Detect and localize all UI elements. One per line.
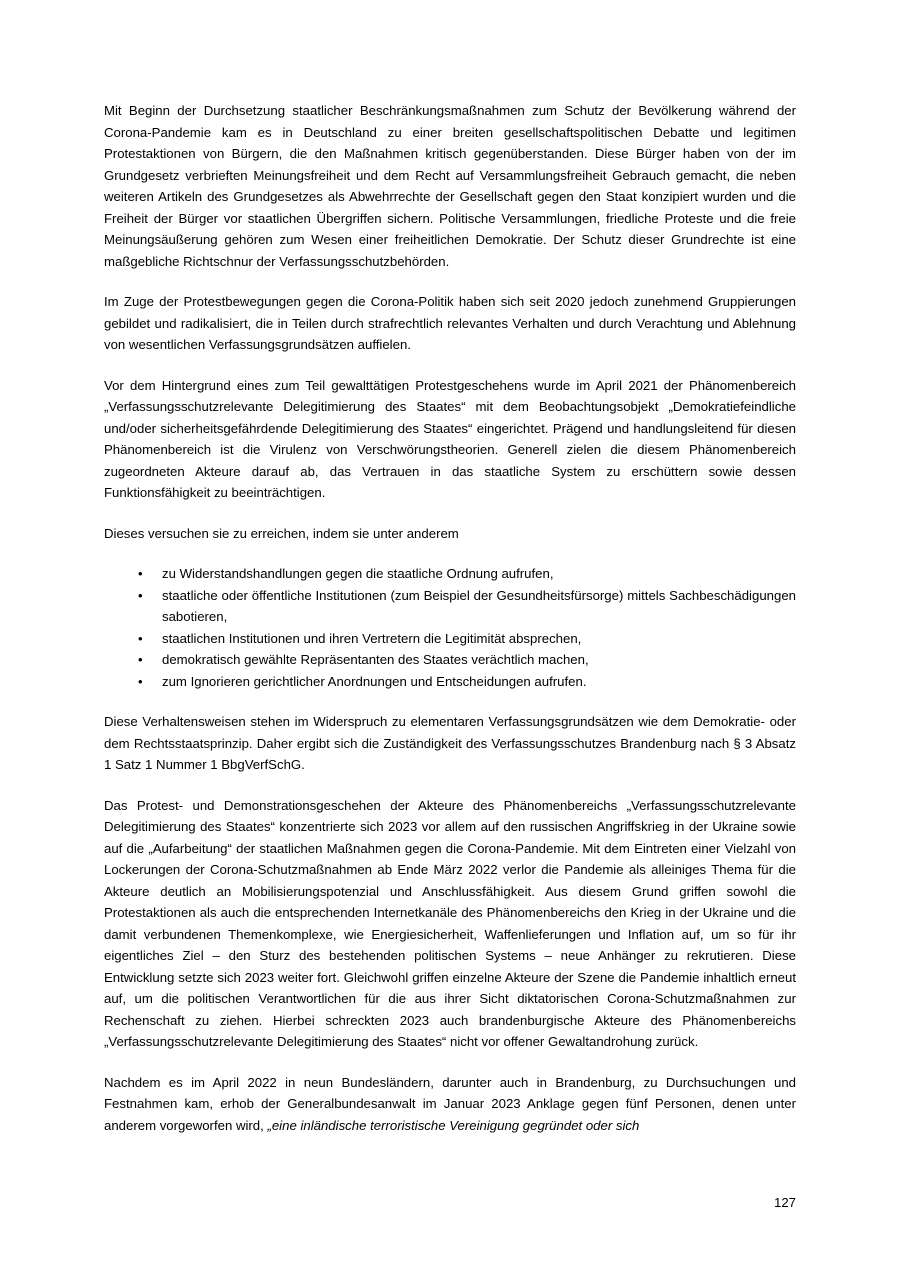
bullet-dot-icon: •: [138, 587, 143, 603]
list-item: [104, 671, 796, 693]
paragraph-1: Mit Beginn der Durchsetzung staatlicher Beschränkungsmaßnahmen zum Schutz der Bevölkerung während der Corona-Pandemie kam es in Deutschland zu einer breiten gesellschaftspolitischen Debatte und legitimen Protestaktionen von Bürgern, die den Maßnahmen kritisch gegenüberstanden. Diese Bürger haben von der im Grundgesetz verbrieften Meinungsfreiheit und dem Recht auf Versammlungsfreiheit Gebrauch gemacht, die neben weiteren Artikeln des Grundgesetzes als Abwehrrechte der Gesellschaft gegen den Staat konzipiert wurden und die Freiheit der Bürger vor staatlichen Übergriffen sichern. Politische Versammlungen, friedliche Proteste und die freie Meinungsäußerung gehören zum Wesen einer freiheitlichen Demokratie. Der Schutz dieser Grundrechte ist eine maßgebliche Richtschnur der Verfassungsschutzbehörden.: [104, 103, 796, 269]
list-item: [104, 628, 796, 650]
list-item-text: staatlichen Institutionen und ihren Vertretern die Legitimität absprechen,: [162, 630, 582, 646]
paragraph-7-text: Nachdem es im April 2022 in neun Bundesländern, darunter auch in Brandenburg, zu Durchsuchungen und Festnahmen kam, erhob der Generalbundesanwalt im Januar 2023 Anklage gegen fünf Personen, denen unter anderem vorgeworfen wird,: [104, 1074, 796, 1133]
bullet-dot-icon: •: [138, 566, 143, 581]
list-item-text: zu Widerstandshandlungen gegen die staatliche Ordnung aufrufen,: [162, 566, 554, 581]
bullet-dot-icon: •: [138, 652, 143, 667]
paragraph-4-intro: Dieses versuchen sie zu erreichen, indem sie unter anderem: [104, 525, 459, 541]
page-number: 127: [773, 1195, 796, 1210]
paragraph-2: Im Zuge der Protestbewegungen gegen die Corona-Politik haben sich seit 2020 jedoch zunehmend Gruppierungen gebildet und radikalisiert, die in Teilen durch strafrechtlich relevantes Verhalten und durch Verachtung und Ablehnung von wesentlichen Verfassungsgrundsätzen auffielen.: [104, 294, 796, 352]
list-item: [104, 563, 796, 585]
paragraph-6: Das Protest- und Demonstrationsgeschehen der Akteure des Phänomenbereichs „Verfassungsschutzrelevante Delegitimierung des Staates“ konzentrierte sich 2023 vor allem auf den russischen Angriffskrieg in der Ukraine sowie auf die „Aufarbeitung“ der staatlichen Maßnahmen gegen die Corona-Pandemie. Mit dem Eintreten einer Vielzahl von Lockerungen der Corona-Schutzmaßnahmen ab Ende März 2022 verlor die Pandemie als alleiniges Thema für die Akteure deutlich an Mobilisierungspotenzial und Anschlussfähigkeit. Aus diesem Grund griffen sowohl die Protestaktionen als auch die entsprechenden Internetkanäle des Phänomenbereichs den Krieg in der Ukraine und die damit verbundenen Themenkomplexe, wie Energiesicherheit, Waffenlieferungen und Inflation auf, um so für ihr eigentliches Ziel – den Sturz des bestehenden politischen Systems – neue Anhänger zu rekrutieren. Diese Entwicklung setzte sich 2023 weiter fort. Gleichwohl griffen einzelne Akteure der Szene die Pandemie inhaltlich erneut auf, um die politischen Verantwortlichen für die aus ihrer Sicht diktatorischen Corona-Schutzmaßnahmen zur Rechenschaft zu ziehen. Hierbei schreckten 2023 auch brandenburgische Akteure des Phänomenbereichs „Verfassungsschutzrelevante Delegitimierung des Staates“ nicht vor offener Gewaltandrohung zurück.: [104, 797, 796, 1049]
list-item: [104, 649, 796, 671]
list-item-text: staatliche oder öffentliche Institutionen (zum Beispiel der Gesundheitsfürsorge) mittels Sachbeschädigungen sabotieren,: [162, 587, 796, 624]
paragraph-7: [104, 1072, 796, 1137]
bullet-dot-icon: •: [138, 630, 143, 646]
list-item: [104, 585, 796, 628]
paragraph-5: Diese Verhaltensweisen stehen im Widerspruch zu elementaren Verfassungsgrundsätzen wie dem Demokratie- oder dem Rechtsstaatsprinzip. Daher ergibt sich die Zuständigkeit des Verfassungsschutzes Brandenburg nach § 3 Absatz 1 Satz 1 Nummer 1 BbgVerfSchG.: [104, 714, 796, 772]
list-item-text: demokratisch gewählte Repräsentanten des Staates verächtlich machen,: [162, 652, 589, 667]
list-item-text: zum Ignorieren gerichtlicher Anordnungen und Entscheidungen aufrufen.: [162, 673, 587, 689]
page-content: [104, 100, 796, 1136]
bullet-dot-icon: •: [138, 673, 143, 689]
bullet-list: [104, 563, 796, 692]
paragraph-7-quote: „eine inländische terroristische Vereinigung gegründet oder sich: [267, 1117, 640, 1133]
paragraph-3: Vor dem Hintergrund eines zum Teil gewalttätigen Protestgeschehens wurde im April 2021 der Phänomenbereich „Verfassungsschutzrelevante Delegitimierung des Staates“ mit dem Beobachtungsobjekt „Demokratiefeindliche und/oder sicherheitsgefährdende Delegitimierung des Staates“ eingerichtet. Prägend und handlungsleitend für diesen Phänomenbereich ist die Virulenz von Verschwörungstheorien. Generell zielen die diesem Phänomenbereich zugeordneten Akteure darauf ab, das Vertrauen in das staatliche System zu erschüttern sowie dessen Funktionsfähigkeit zu beeinträchtigen.: [104, 377, 796, 500]
